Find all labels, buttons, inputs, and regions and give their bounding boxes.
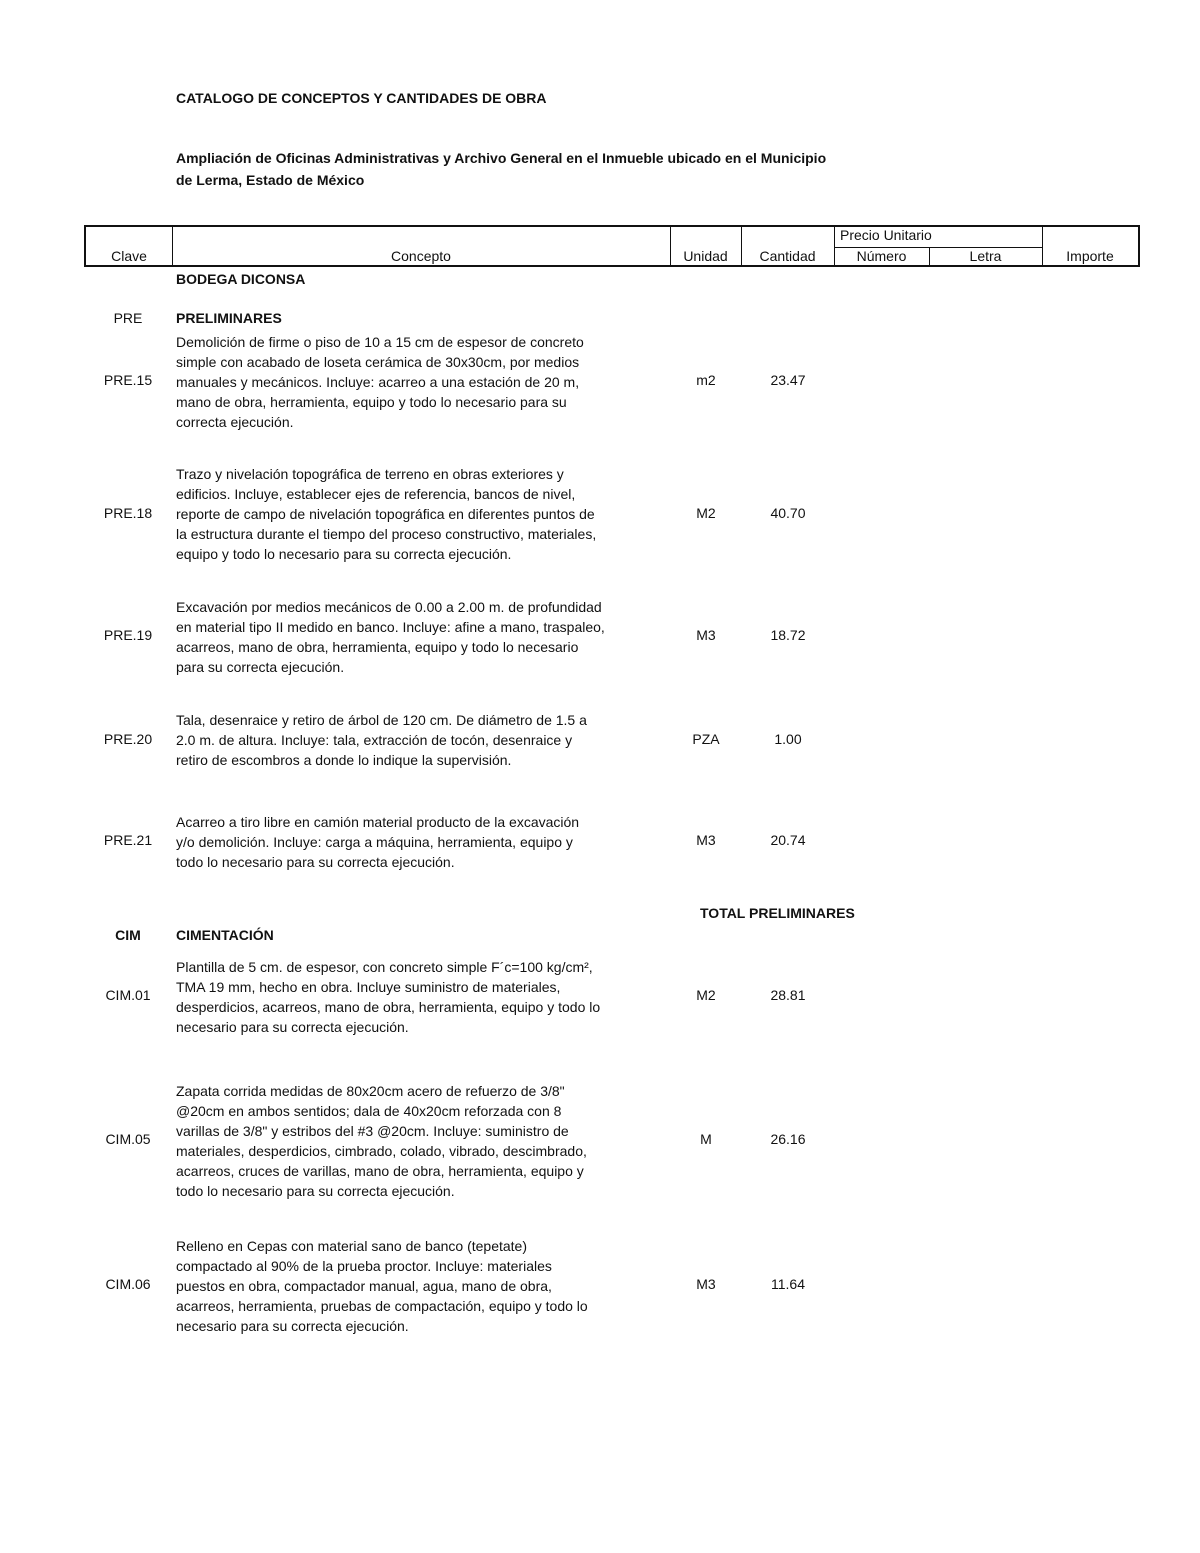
row-concepto: Excavación por medios mecánicos de 0.00 a 2.00 m. de profundidad en material tipo II medido en banco. Incluye: afine a mano, traspaleo, acarreos, mano de obra, herramienta, equipo y todo lo necesario para su correcta ejecución.	[176, 599, 605, 675]
row-clave: PRE.18	[103, 505, 153, 521]
row-clave: PRE.21	[103, 832, 153, 848]
row-concepto: Trazo y nivelación topográfica de terreno en obras exteriores y edificios. Incluye, establecer ejes de referencia, bancos de nivel, reporte de campo de nivelación topográfica en diferentes puntos de la estructura durante el tiempo del proceso constructivo, materiales, equipo y todo lo necesario para su correcta ejecución.	[176, 466, 597, 562]
section-code: CIM	[115, 927, 141, 943]
row-cantidad: 20.74	[770, 832, 806, 848]
header-importe: Importe	[1066, 248, 1114, 264]
row-unidad: M2	[696, 505, 716, 521]
header-numero: Número	[856, 248, 907, 264]
row-unidad: m2	[696, 372, 716, 388]
row-cantidad: 11.64	[771, 1276, 805, 1292]
row-clave: PRE.19	[103, 627, 153, 643]
row-clave: CIM.01	[105, 987, 151, 1003]
row-cantidad: 18.72	[770, 627, 806, 643]
section-total-label: TOTAL PRELIMINARES	[700, 905, 855, 921]
row-cantidad: 40.70	[770, 505, 806, 521]
header-concepto: Concepto	[391, 248, 451, 264]
row-clave: PRE.20	[103, 731, 153, 747]
section-name: PRELIMINARES	[176, 310, 282, 326]
row-cantidad: 28.81	[770, 987, 806, 1003]
row-concepto: Tala, desenraice y retiro de árbol de 120 cm. De diámetro de 1.5 a 2.0 m. de altura. Incluye: tala, extracción de tocón, desenraice y retiro de escombros a donde lo indique la supervisión.	[176, 712, 587, 768]
row-concepto: Relleno en Cepas con material sano de banco (tepetate) compactado al 90% de la prueba proctor. Incluye: materiales puestos en obra, compactador manual, agua, mano de obra, acarreos, herramienta, pruebas de compactación, equipo y todo lo necesario para su correcta ejecución.	[176, 1238, 588, 1334]
row-concepto: Plantilla de 5 cm. de espesor, con concreto simple F´c=100 kg/cm², TMA 19 mm, hecho en obra. Incluye suministro de materiales, desperdicios, acarreos, mano de obra, herramienta, equipo y todo lo necesario para su correcta ejecución.	[176, 959, 601, 1035]
row-clave: CIM.05	[105, 1131, 151, 1147]
row-clave: PRE.15	[103, 372, 153, 388]
section-code: PRE	[113, 310, 143, 326]
row-unidad: M3	[696, 1276, 716, 1292]
group-label: BODEGA DICONSA	[176, 271, 306, 287]
row-cantidad: 23.47	[770, 372, 806, 388]
header-clave: Clave	[111, 248, 147, 264]
header-unidad: Unidad	[683, 248, 728, 264]
section-name: CIMENTACIÓN	[176, 927, 274, 943]
row-clave: CIM.06	[105, 1276, 151, 1292]
row-concepto: Zapata corrida medidas de 80x20cm acero de refuerzo de 3/8" @20cm en ambos sentidos; dala de 40x20cm reforzada con 8 varillas de 3/8" y estribos del #3 @20cm. Incluye: suministro de materiales, desperdicios, cimbrado, colado, vibrado, descimbrado, acarreos, cruces de varillas, mano de obra, herramienta, equipo y todo lo necesario para su correcta ejecución.	[176, 1083, 587, 1199]
row-unidad: M2	[696, 987, 716, 1003]
row-cantidad: 1.00	[774, 731, 802, 747]
document-title: CATALOGO DE CONCEPTOS Y CANTIDADES DE OBRA	[176, 90, 547, 106]
header-precio-unitario: Precio Unitario	[840, 227, 932, 243]
row-cantidad: 26.16	[770, 1131, 806, 1147]
row-unidad: PZA	[692, 731, 720, 747]
row-unidad: M	[700, 1131, 712, 1147]
header-cantidad: Cantidad	[759, 248, 816, 264]
row-unidad: M3	[696, 627, 716, 643]
project-subtitle-line1: Ampliación de Oficinas Administrativas y Archivo General en el Inmueble ubicado en el Municipio	[176, 150, 827, 166]
project-subtitle-line2: de Lerma, Estado de México	[176, 172, 365, 188]
header-letra: Letra	[969, 248, 1002, 264]
row-concepto: Demolición de firme o piso de 10 a 15 cm de espesor de concreto simple con acabado de loseta cerámica de 30x30cm, por medios manuales y mecánicos. Incluye: acarreo a una estación de 20 m, mano de obra, herramienta, equipo y todo lo necesario para su correcta ejecución.	[176, 334, 584, 430]
row-concepto: Acarreo a tiro libre en camión material producto de la excavación y/o demolición. Incluye: carga a máquina, herramienta, equipo y todo lo necesario para su correcta ejecución.	[176, 814, 580, 870]
table-header	[84, 225, 1140, 267]
row-unidad: M3	[696, 832, 716, 848]
